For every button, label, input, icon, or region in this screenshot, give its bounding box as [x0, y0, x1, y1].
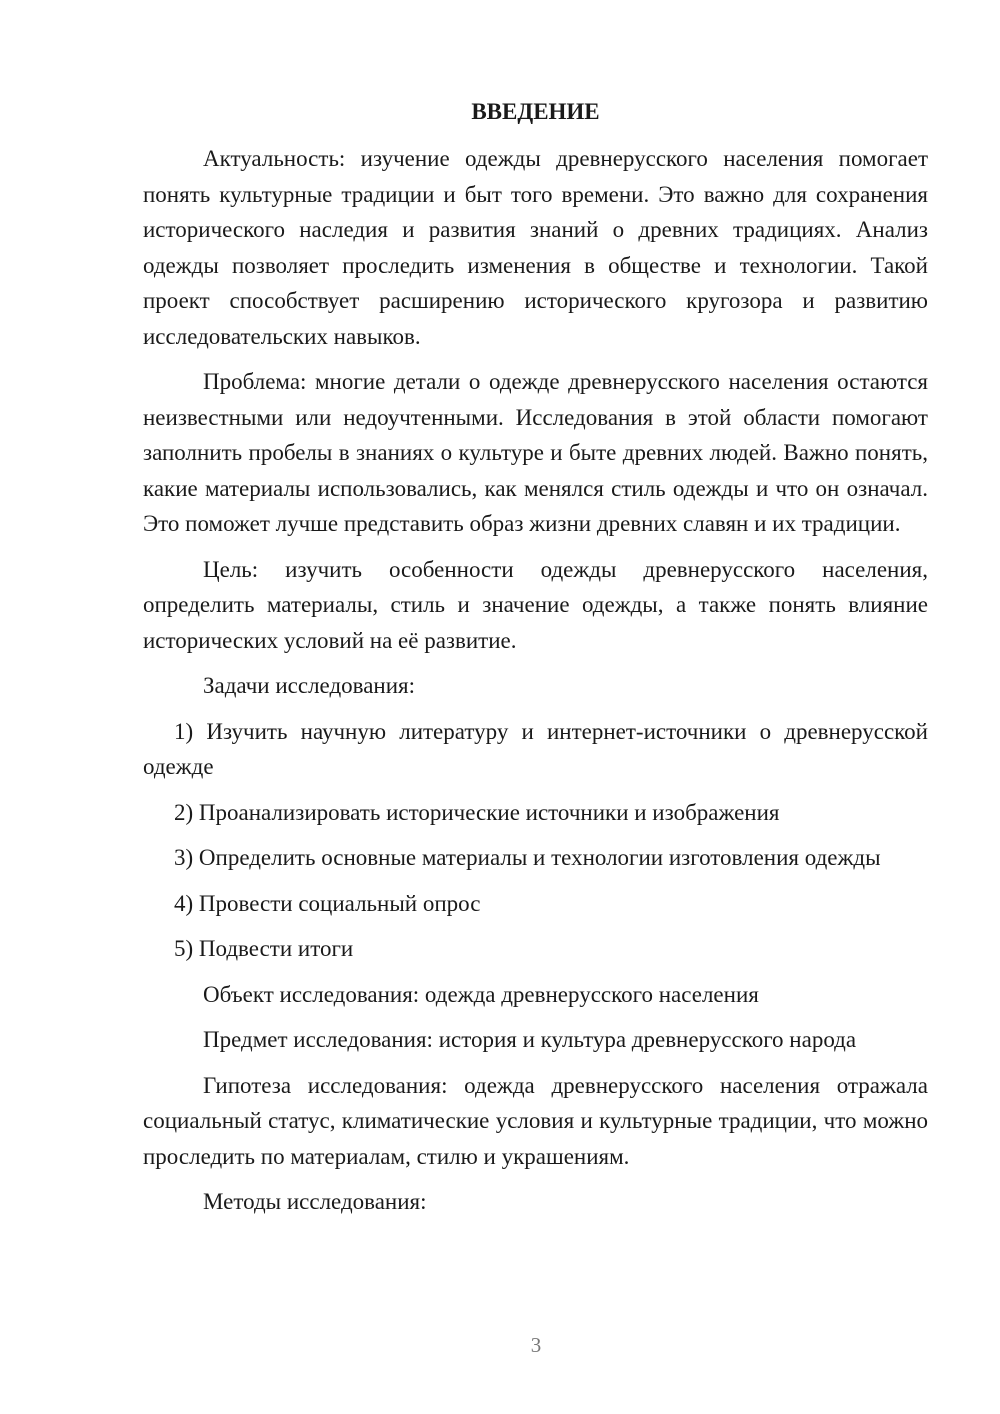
goal-paragraph: Цель: изучить особенности одежды древнерусского населения, определить материалы, стиль и значение одежды, а также понять влияние исторических условий на её развитие. [143, 556, 928, 653]
task-item-5: 5) Подвести итоги [174, 936, 354, 961]
section-title: ВВЕДЕНИЕ [471, 99, 600, 124]
hypothesis-paragraph: Гипотеза исследования: одежда древнерусского населения отражала социальный статус, климатические условия и культурные традиции, что можно проследить по материалам, стилю и украшениям. [143, 1072, 928, 1169]
object-paragraph: Объект исследования: одежда древнерусского населения [203, 981, 759, 1007]
page-content [143, 96, 928, 1230]
tasks-heading: Задачи исследования: [203, 673, 416, 698]
methods-heading: Методы исследования: [203, 1189, 427, 1214]
relevance-paragraph: Актуальность: изучение одежды древнерусского населения помогает понять культурные традиции и быт того времени. Это важно для сохранения исторического наследия и развития знаний о древних традициях. Анализ одежды позволяет проследить изменения в обществе и технологии. Такой проект способствует расширению исторического кругозора и развитию исследовательских навыков. [143, 146, 928, 349]
problem-paragraph: Проблема: многие детали о одежде древнерусского населения остаются неизвестными или недоучтенными. Исследования в этой области помогают заполнить пробелы в знаниях о культуре и быте древних людей. Важно понять, какие материалы использовались, как менялся стиль одежды и что он означал. Это поможет лучше представить образ жизни древних славян и их традиции. [143, 369, 928, 536]
page-number: 3 [530, 1333, 542, 1357]
task-item-2: 2) Проанализировать исторические источники и изображения [174, 799, 780, 825]
task-item-3: 3) Определить основные материалы и технологии изготовления одежды [174, 845, 881, 870]
task-item-4: 4) Провести социальный опрос [174, 890, 481, 916]
subject-paragraph: Предмет исследования: история и культура древнерусского народа [203, 1027, 857, 1052]
task-item-1: 1) Изучить научную литературу и интернет-источники о древнерусской одежде [143, 718, 928, 779]
